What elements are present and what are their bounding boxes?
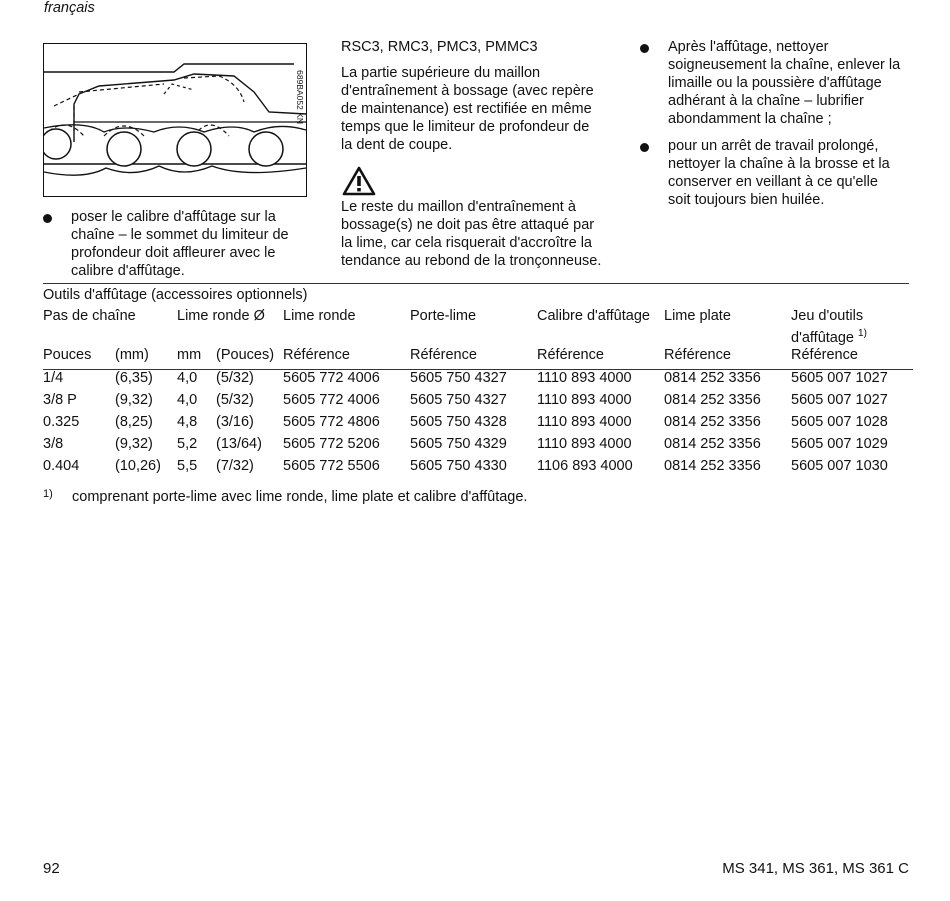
unit-header: Référence: [283, 347, 410, 370]
col-header-round-file-diameter: Lime ronde Ø: [177, 308, 265, 324]
model-names: MS 341, MS 361, MS 361 C: [722, 860, 909, 877]
table-cell: 3/8: [43, 435, 64, 452]
table-cell: 1106 893 4000: [537, 457, 633, 474]
middle-paragraph: La partie supérieure du maillon d'entraînement à bossage (avec repère de maintenance) est rectifiée en même temps que le limiteur de profondeur de la dent de coupe.: [341, 65, 594, 153]
table-cell: 5605 007 1027: [791, 391, 888, 408]
table-cell: (7/32): [216, 457, 254, 474]
table-cell: 0814 252 3356: [664, 391, 761, 408]
unit-header: Pouces: [43, 347, 115, 370]
unit-header: Référence: [410, 347, 537, 370]
table-cell: 0814 252 3356: [664, 457, 761, 474]
col-header-tool-kit: [791, 308, 913, 347]
table-cell: (5/32): [216, 369, 254, 386]
table-cell: (5/32): [216, 391, 254, 408]
table-cell: 0.404: [43, 457, 80, 474]
right-bullet-text: pour un arrêt de travail prolongé, nettoyer la chaîne à la brosse et la conserver en veillant à ce qu'elle soit toujours bien huilée.: [668, 138, 890, 208]
chain-illustration: [43, 43, 307, 197]
table-cell: (10,26): [115, 457, 161, 474]
table-cell: (8,25): [115, 413, 153, 430]
table-row: [43, 369, 913, 392]
language-label: français: [44, 0, 95, 16]
table-cell: 5605 750 4330: [410, 457, 507, 474]
col-header-chain-pitch: Pas de chaîne: [43, 308, 136, 324]
table-cell: 1110 893 4000: [537, 391, 632, 408]
warning-triangle-icon: [342, 166, 376, 200]
col-header-round-file: Lime ronde: [283, 308, 356, 324]
table-title: Outils d'affûtage (accessoires optionnels): [43, 287, 308, 303]
chain-drawing: [44, 44, 306, 196]
table-cell: 5605 750 4327: [410, 391, 507, 408]
table-cell: 1/4: [43, 369, 64, 386]
table-cell: (9,32): [115, 391, 153, 408]
footnote-ref: 1): [858, 328, 867, 339]
page-number: 92: [43, 860, 60, 877]
bullet-icon: [640, 143, 649, 152]
table-cell: 5605 772 4006: [283, 391, 380, 408]
section-divider: [43, 283, 909, 284]
table-cell: 5605 007 1030: [791, 457, 888, 474]
table-row: [43, 414, 913, 436]
table-cell: 5605 750 4327: [410, 369, 507, 386]
table-cell: 5605 750 4328: [410, 413, 507, 430]
table-cell: 5,5: [177, 457, 198, 474]
unit-header: Référence: [791, 347, 913, 370]
unit-header: (Pouces): [216, 347, 283, 370]
table-cell: (6,35): [115, 369, 153, 386]
section-heading: RSC3, RMC3, PMC3, PMMC3: [341, 39, 538, 55]
table-cell: (13/64): [216, 435, 262, 452]
table-cell: 0.325: [43, 413, 80, 430]
bullet-icon: [43, 214, 52, 223]
table-cell: 5605 772 4006: [283, 369, 380, 386]
left-bullet-text: poser le calibre d'affûtage sur la chaîne – le sommet du limiteur de profondeur doit affleurer avec le calibre d'affûtage.: [71, 209, 289, 279]
table-cell: 4,8: [177, 413, 198, 430]
col-header-tool-kit-label: Jeu d'outils d'affûtage: [791, 308, 864, 346]
bullet-icon: [640, 44, 649, 53]
unit-header: mm: [177, 347, 216, 370]
col-header-filing-gauge: Calibre d'affûtage: [537, 308, 650, 324]
table-cell: 0814 252 3356: [664, 435, 761, 452]
table-cell: 5605 772 5206: [283, 435, 380, 452]
table-cell: 5605 750 4329: [410, 435, 507, 452]
table-cell: 4,0: [177, 391, 198, 408]
table-cell: 5605 007 1027: [791, 369, 888, 386]
table-cell: 1110 893 4000: [537, 435, 632, 452]
table-cell: 5605 772 4806: [283, 413, 380, 430]
table-cell: 4,0: [177, 369, 198, 386]
table-cell: 3/8 P: [43, 391, 77, 408]
table-cell: 0814 252 3356: [664, 369, 761, 386]
table-cell: 5605 007 1029: [791, 435, 888, 452]
table-cell: (9,32): [115, 435, 153, 452]
table-cell: (3/16): [216, 413, 254, 430]
table-cell: 5,2: [177, 435, 198, 452]
unit-header: (mm): [115, 347, 177, 370]
table-row: [43, 458, 913, 480]
col-header-file-holder: Porte-lime: [410, 308, 477, 324]
table-cell: 0814 252 3356: [664, 413, 761, 430]
sharpening-tools-table: [43, 308, 913, 480]
table-cell: 1110 893 4000: [537, 413, 632, 430]
warning-text: Le reste du maillon d'entraînement à bossage(s) ne doit pas être attaqué par la lime, car cela risquerait d'accroître la tendance au rebond de la tronçonneuse.: [341, 199, 602, 269]
table-body: [43, 369, 913, 480]
unit-header: Référence: [664, 347, 791, 370]
figure-code: 689BA052 KN: [295, 70, 305, 124]
table-row: [43, 436, 913, 458]
footnote-text: comprenant porte-lime avec lime ronde, lime plate et calibre d'affûtage.: [72, 489, 528, 505]
unit-header: Référence: [537, 347, 664, 370]
table-row: [43, 392, 913, 414]
table-cell: 1110 893 4000: [537, 369, 632, 386]
footnote-mark: 1): [43, 488, 53, 500]
right-bullet-text: Après l'affûtage, nettoyer soigneusement la chaîne, enlever la limaille ou la poussière d'affûtage adhérant à la chaîne – lubrifier abondamment la chaîne ;: [668, 39, 901, 127]
col-header-flat-file: Lime plate: [664, 308, 731, 324]
table-cell: 5605 007 1028: [791, 413, 888, 430]
table-cell: 5605 772 5506: [283, 457, 380, 474]
